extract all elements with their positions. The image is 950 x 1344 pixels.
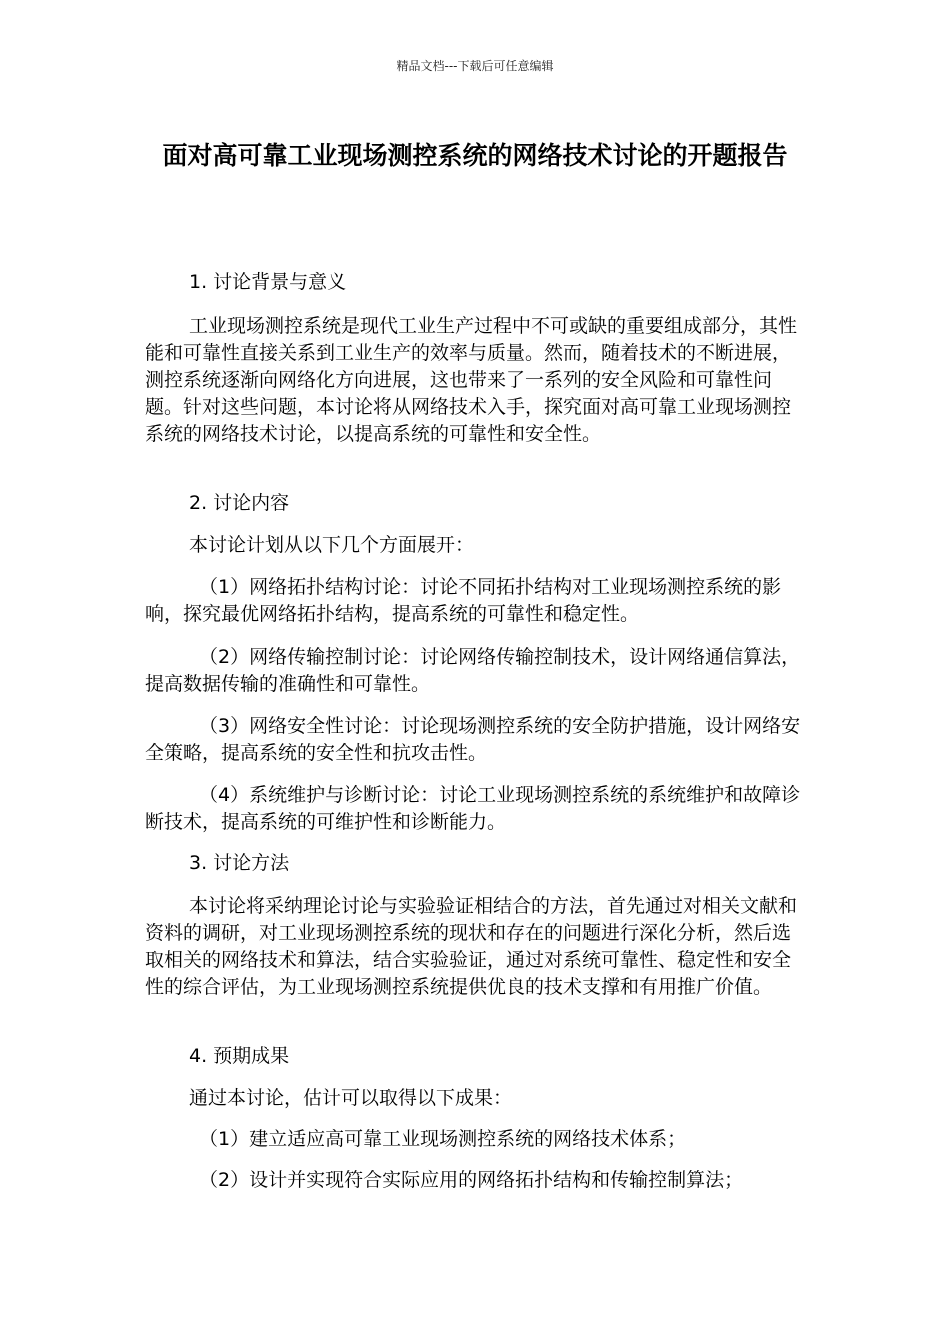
paragraph-outcomes-intro: 通过本讨论，估计可以取得以下成果： <box>189 1087 513 1109</box>
section-heading-outcomes: 4. 预期成果 <box>189 1045 290 1067</box>
section-heading-background: 1. 讨论背景与意义 <box>189 271 347 293</box>
list-item-outcome-2: （2）设计并实现符合实际应用的网络拓扑结构和传输控制算法； <box>199 1169 744 1191</box>
paragraph-background: 工业现场测控系统是现代工业生产过程中不可或缺的重要组成部分，其性能和可靠性直接关系到工业生产的效率与质量。然而，随着技术的不断进展，测控系统逐渐向网络化方向进展，这也带来了一系列的安全风险和可靠性问题。针对这些问题，本讨论将从网络技术入手，探究面对高可靠工业现场测控系统的网络技术讨论，以提高系统的可靠性和安全性。 <box>145 315 798 445</box>
list-item-outcome-1: （1）建立适应高可靠工业现场测控系统的网络技术体系； <box>199 1128 687 1150</box>
list-item-maintenance: （4）系统维护与诊断讨论：讨论工业现场测控系统的系统维护和故障诊断技术，提高系统的可维护性和诊断能力。 <box>145 784 801 833</box>
paragraph-content-intro: 本讨论计划从以下几个方面展开： <box>189 534 475 556</box>
header-note: 精品文档---下载后可任意编辑 <box>396 59 554 73</box>
list-item-topology: （1）网络拓扑结构讨论：讨论不同拓扑结构对工业现场测控系统的影响，探究最优网络拓扑结构，提高系统的可靠性和稳定性。 <box>145 576 782 625</box>
document-title: 面对高可靠工业现场测控系统的网络技术讨论的开题报告 <box>162 141 788 170</box>
list-item-transmission: （2）网络传输控制讨论：讨论网络传输控制技术，设计网络通信算法，提高数据传输的准确性和可靠性。 <box>145 646 801 695</box>
list-item-security: （3）网络安全性讨论：讨论现场测控系统的安全防护措施，设计网络安全策略，提高系统的安全性和抗攻击性。 <box>145 715 801 764</box>
paragraph-method: 本讨论将采纳理论讨论与实验验证相结合的方法，首先通过对相关文献和资料的调研，对工业现场测控系统的现状和存在的问题进行深化分析，然后选取相关的网络技术和算法，结合实验验证，通过对系统可靠性、稳定性和安全性的综合评估，为工业现场测控系统提供优良的技术支撑和有用推广价值。 <box>145 895 798 998</box>
section-heading-method: 3. 讨论方法 <box>189 852 290 874</box>
section-heading-content: 2. 讨论内容 <box>189 492 290 514</box>
